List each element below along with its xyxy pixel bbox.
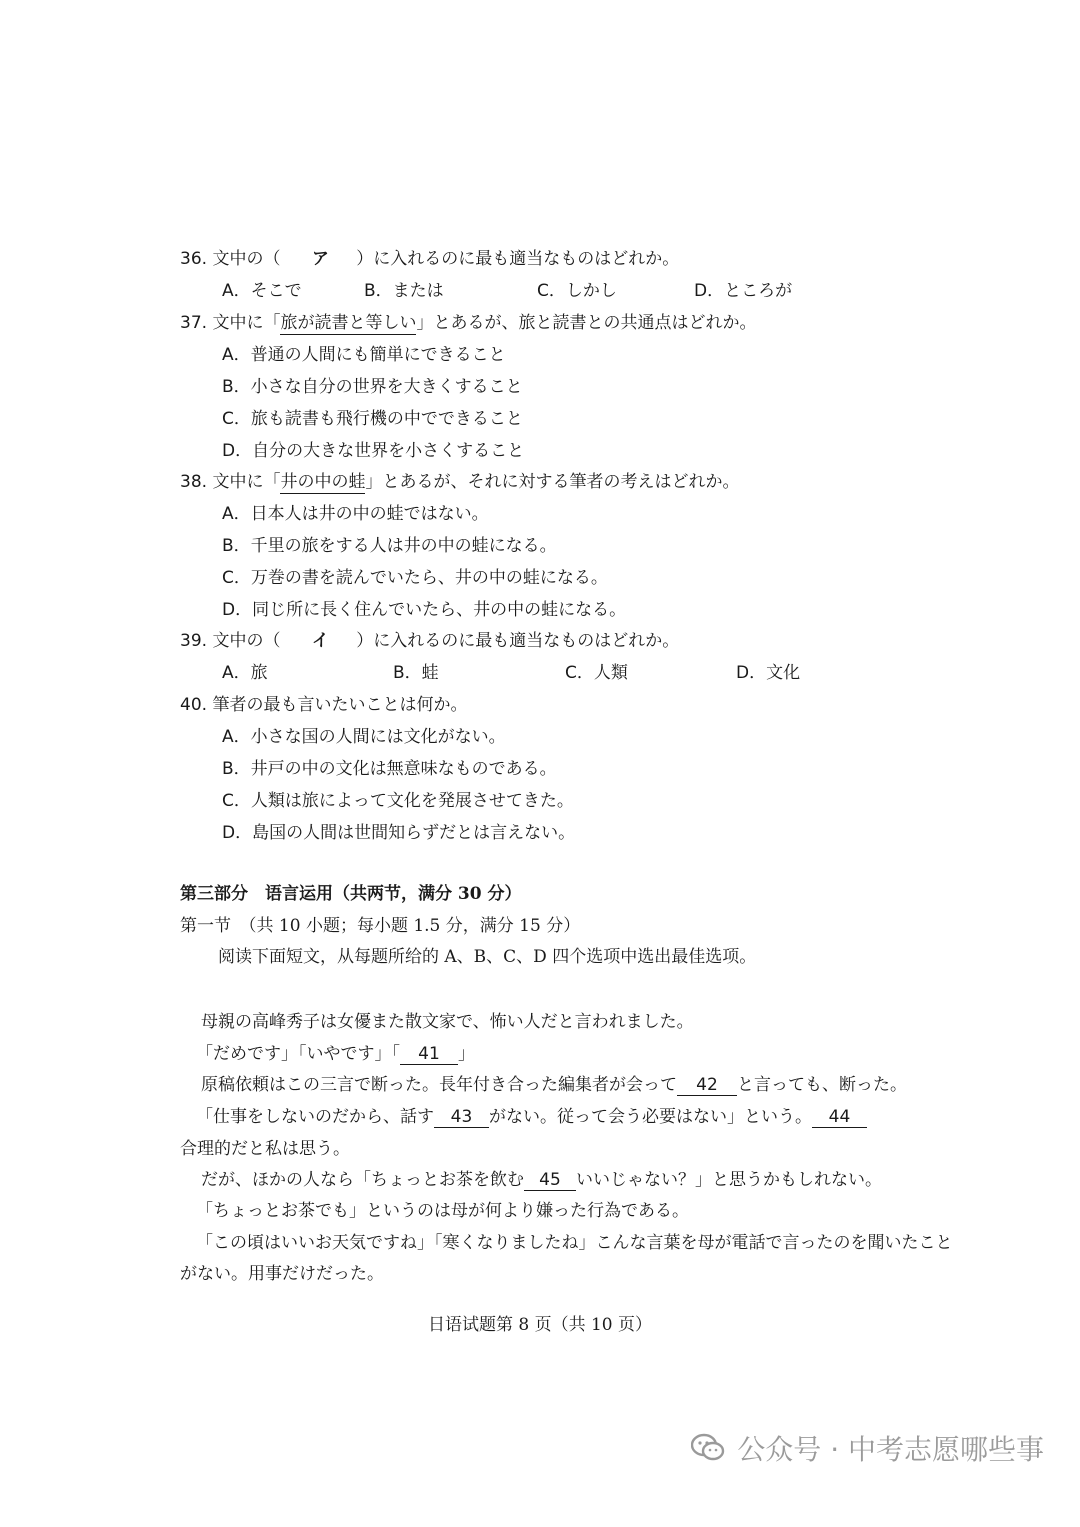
blank-43: 43 <box>434 1107 489 1128</box>
question-37-option-b: B．小さな自分の世界を大きくすること <box>222 377 523 397</box>
question-39-blank: イ <box>311 631 329 651</box>
question-38-stem-post: 」とあるが、それに対する筆者の考えはどれか。 <box>365 472 740 492</box>
question-37-stem-post: 」とあるが、旅と読書との共通点はどれか。 <box>416 313 757 333</box>
question-37-option-c: C．旅も読書も飛行機の中でできること <box>222 409 523 429</box>
question-38-option-a: A．日本人は井の中の蛙ではない。 <box>222 504 489 524</box>
question-39-option-c: C．人類 <box>565 663 628 683</box>
passage-line-7: 「ちょっとお茶でも」というのは母が何より嫌った行為である。 <box>196 1201 689 1221</box>
question-39-option-d: D．文化 <box>736 663 801 683</box>
passage-line-1: 母親の高峰秀子は女優また散文家で、怖い人だと言われました。 <box>201 1012 694 1032</box>
blank-41: 41 <box>400 1044 458 1065</box>
question-37-option-a: A．普通の人間にも簡単にできること <box>222 345 506 365</box>
question-38-quote: 井の中の蛙 <box>280 472 366 492</box>
question-37 <box>180 308 756 333</box>
question-36-option-c: C．しかし <box>537 281 617 301</box>
question-37-option-d: D．自分の大きな世界を小さくすること <box>222 441 525 461</box>
question-39-option-b: B．蛙 <box>393 663 439 683</box>
question-36-blank: ア <box>311 249 329 269</box>
question-40-option-a: A．小さな国の人間には文化がない。 <box>222 727 506 747</box>
passage-line-2 <box>196 1039 475 1065</box>
wechat-icon <box>691 1433 725 1463</box>
question-39-option-a: A．旅 <box>222 663 268 683</box>
question-36-option-d: D．ところが <box>694 281 793 301</box>
blank-42: 42 <box>677 1075 737 1096</box>
passage-line-2-pre: 「だめです」「いやです」「 <box>196 1044 400 1064</box>
passage-line-4 <box>196 1102 867 1128</box>
passage-line-5: 合理的だと私は思う。 <box>180 1139 350 1159</box>
question-39 <box>180 626 679 651</box>
question-40-option-b: B．井戸の中の文化は無意味なものである。 <box>222 759 557 779</box>
question-40-option-c: C．人類は旅によって文化を発展させてきた。 <box>222 791 574 811</box>
question-40-option-d: D．島国の人間は世間知らずだとは言えない。 <box>222 823 576 843</box>
watermark-text: 公众号 · 中考志愿哪些事 <box>737 1433 1044 1466</box>
passage-line-2-post: 」 <box>458 1044 475 1064</box>
passage-line-9: がない。用事だけだった。 <box>180 1264 384 1284</box>
passage-line-3-pre: 原稿依頼はこの三言で断った。長年付き合った編集者が会って <box>201 1075 677 1095</box>
blank-44: 44 <box>812 1107 867 1128</box>
passage-line-4-mid: がない。従って会う必要はない」という。 <box>489 1107 812 1127</box>
passage-line-4-pre: 「仕事をしないのだから、話す <box>196 1107 434 1127</box>
page-footer: 日语试题第 8 页（共 10 页） <box>427 1315 653 1335</box>
question-39-stem-post: ）に入れるのに最も適当なものはどれか。 <box>356 631 680 651</box>
part3-instruction: 阅读下面短文，从每题所给的 A、B、C、D 四个选项中选出最佳选项。 <box>218 947 757 967</box>
question-40: 40. 筆者の最も言いたいことは何か。 <box>180 695 468 715</box>
passage-line-3 <box>201 1070 907 1096</box>
watermark <box>691 1428 1044 1468</box>
question-36-stem-pre: 36. 文中の（ <box>180 249 281 269</box>
passage-line-6 <box>201 1165 882 1191</box>
question-37-stem-pre: 37. 文中に「 <box>180 313 281 333</box>
question-36-option-a: A．そこで <box>222 281 302 301</box>
passage-line-6-pre: だが、ほかの人なら「ちょっとお茶を飲む <box>201 1170 524 1190</box>
question-38-option-b: B．千里の旅をする人は井の中の蛙になる。 <box>222 536 557 556</box>
question-38-stem-pre: 38. 文中に「 <box>180 472 281 492</box>
question-36-option-b: B．または <box>364 281 444 301</box>
part3-title: 第三部分 语言运用（共两节，满分 30 分） <box>180 884 522 904</box>
passage-line-6-post: いいじゃない？」と思うかもしれない。 <box>576 1170 882 1190</box>
question-37-quote: 旅が読書と等しい <box>280 313 417 333</box>
passage-line-3-post: と言っても、断った。 <box>737 1075 907 1095</box>
blank-45: 45 <box>524 1170 576 1191</box>
question-36 <box>180 244 679 269</box>
question-38 <box>180 467 739 492</box>
passage-line-8: 「この頃はいいお天気ですね」「寒くなりましたね」こんな言葉を母が電話で言ったのを聞いたこと <box>196 1233 953 1253</box>
question-38-option-d: D．同じ所に長く住んでいたら、井の中の蛙になる。 <box>222 600 627 620</box>
question-39-stem-pre: 39. 文中の（ <box>180 631 281 651</box>
part3-section: 第一节 （共 10 小题；每小题 1.5 分，满分 15 分） <box>180 916 581 936</box>
question-38-option-c: C．万巻の書を読んでいたら、井の中の蛙になる。 <box>222 568 608 588</box>
question-36-stem-post: ）に入れるのに最も適当なものはどれか。 <box>356 249 680 269</box>
